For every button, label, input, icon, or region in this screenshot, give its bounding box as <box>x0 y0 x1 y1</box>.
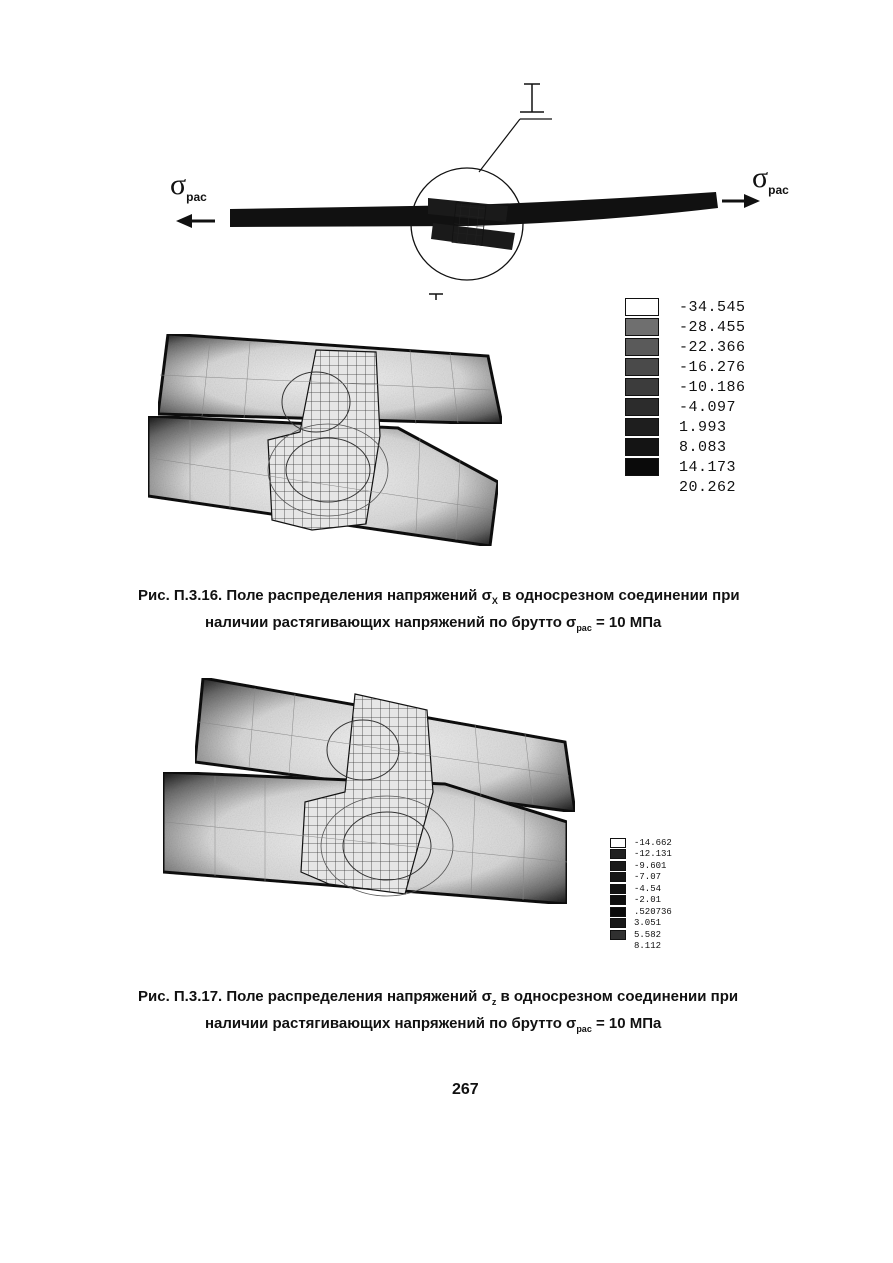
stress-field-plot <box>155 672 595 934</box>
legend-swatch <box>625 338 659 356</box>
figure-1-legend <box>625 297 765 497</box>
legend-value: -2.01 <box>634 895 662 906</box>
sigma-subscript: рас <box>186 190 207 204</box>
legend-swatch <box>610 907 626 917</box>
legend-swatch <box>610 861 626 871</box>
legend-entry <box>625 337 765 357</box>
page-number: 267 <box>452 1081 479 1098</box>
legend-value: 3.051 <box>634 918 662 929</box>
legend-swatch <box>610 872 626 882</box>
legend-swatch <box>625 298 659 316</box>
legend-entry <box>610 837 720 849</box>
legend-value: -7.07 <box>634 872 662 883</box>
legend-entry <box>625 357 765 377</box>
legend-swatch <box>610 849 626 859</box>
legend-swatch <box>610 930 626 940</box>
caption-line-2: наличии растягивающих напряжений по брутто $\sigma_{рас} = 10$ МПа <box>205 614 662 633</box>
legend-value: 14.173 <box>679 458 737 476</box>
legend-swatch <box>625 458 659 476</box>
legend-entry <box>625 457 765 477</box>
figure-2-legend <box>610 837 720 952</box>
legend-entry <box>625 297 765 317</box>
legend-entry <box>625 317 765 337</box>
legend-entry <box>610 895 720 907</box>
legend-swatch <box>610 918 626 928</box>
legend-value: 20.262 <box>679 478 737 496</box>
legend-value: 1.993 <box>679 418 727 436</box>
overview-diagram <box>0 0 893 300</box>
legend-value: -12.131 <box>634 849 672 860</box>
legend-value: 8.083 <box>679 438 727 456</box>
legend-value: -9.601 <box>634 860 667 871</box>
legend-swatch <box>625 438 659 456</box>
legend-value: -10.186 <box>679 378 746 396</box>
right-force-label <box>752 163 789 196</box>
legend-entry <box>610 929 720 941</box>
legend-value: -16.276 <box>679 358 746 376</box>
legend-swatch <box>625 398 659 416</box>
legend-value: -14.662 <box>634 837 672 848</box>
legend-value: -4.54 <box>634 883 662 894</box>
legend-value: 8.112 <box>634 941 662 952</box>
legend-entry <box>625 417 765 437</box>
figure-2-caption <box>138 986 808 1040</box>
sigma-symbol: σ <box>752 161 769 194</box>
legend-value: -22.366 <box>679 338 746 356</box>
figure-2-stress-field <box>155 672 595 934</box>
legend-value: -34.545 <box>679 298 746 316</box>
legend-entry <box>610 918 720 930</box>
beam-schematic <box>0 0 893 300</box>
legend-swatch <box>610 884 626 894</box>
sigma-symbol: σ <box>170 168 187 201</box>
legend-entry <box>610 860 720 872</box>
caption-line-1: Рис. П.3.17. Поле распределения напряжений $\sigma_z$ в односрезном соединении при <box>138 988 739 1007</box>
legend-swatch <box>625 378 659 396</box>
legend-swatch <box>625 318 659 336</box>
legend-swatch <box>625 418 659 436</box>
figure-1-stress-field <box>140 320 520 565</box>
legend-entry <box>610 849 720 861</box>
caption-line-1: Рис. П.3.16. Поле распределения напряжений $\sigma_X$ в односрезном соединении при <box>138 587 740 606</box>
figure-1-caption <box>138 585 808 639</box>
legend-entry <box>625 477 765 497</box>
sigma-subscript: рас <box>768 183 789 197</box>
stress-field-plot <box>140 320 520 565</box>
legend-value: -28.455 <box>679 318 746 336</box>
legend-entry <box>625 377 765 397</box>
caption-line-2: наличии растягивающих напряжений по брутто $\sigma_{рас} = 10$ МПа <box>205 1015 662 1034</box>
legend-value: .520736 <box>634 906 672 917</box>
legend-entry <box>610 906 720 918</box>
legend-value: -4.097 <box>679 398 737 416</box>
legend-entry <box>610 941 720 953</box>
legend-entry <box>610 883 720 895</box>
legend-swatch <box>610 895 626 905</box>
left-force-label <box>170 170 207 203</box>
legend-entry <box>610 872 720 884</box>
legend-entry <box>625 437 765 457</box>
legend-value: 5.582 <box>634 929 662 940</box>
legend-swatch <box>625 358 659 376</box>
legend-swatch <box>610 838 626 848</box>
legend-entry <box>625 397 765 417</box>
